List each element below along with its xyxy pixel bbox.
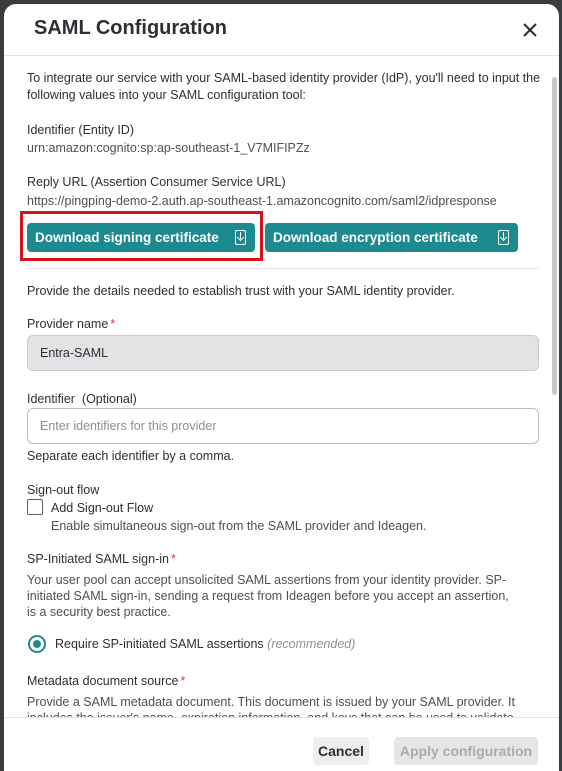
entity-id-value: urn:amazon:cognito:sp:ap-southeast-1_V7MIFIPZz (27, 141, 310, 155)
add-signout-flow-checkbox[interactable] (27, 499, 43, 515)
provider-name-label (27, 316, 115, 333)
close-icon (519, 19, 541, 41)
entity-id-label: Identifier (Entity ID) (27, 123, 134, 137)
reply-url-value: https://pingping-demo-2.auth.ap-southeast-1.amazoncognito.com/saml2/idpresponse (27, 194, 497, 208)
trust-text: Provide the details needed to establish trust with your SAML identity provider. (27, 284, 455, 298)
identifier-label-text: Identifier (27, 392, 75, 406)
sp-initiated-desc-line1: Your user pool can accept unsolicited SAML assertions from your identity provider. SP- (27, 573, 507, 587)
provider-name-label-text: Provider name (27, 317, 109, 331)
cancel-button[interactable]: Cancel (313, 737, 369, 765)
saml-configuration-dialog (4, 4, 559, 771)
download-signing-label: Download signing certificate (35, 230, 219, 245)
close-button[interactable] (519, 19, 541, 41)
sp-initiated-desc-line3: is a security best practice. (27, 605, 171, 619)
scrollbar-thumb[interactable] (552, 77, 557, 395)
dialog-footer (4, 717, 559, 771)
require-sp-initiated-label[interactable] (55, 636, 355, 653)
identifiers-input[interactable] (27, 408, 539, 444)
signout-flow-label: Sign-out flow (27, 483, 100, 497)
optional-tag: (Optional) (81, 392, 137, 406)
required-mark: * (170, 552, 176, 566)
required-mark: * (110, 317, 116, 331)
recommended-tag: (recommended) (267, 637, 356, 651)
metadata-desc-line1: Provide a SAML metadata document. This document is issued by your SAML provider. It (27, 695, 515, 709)
dialog-header (4, 4, 559, 56)
radio-label-text: Require SP-initiated SAML assertions (55, 637, 264, 651)
dialog-body[interactable] (4, 57, 559, 717)
sp-initiated-label (27, 551, 176, 568)
download-icon (498, 230, 509, 245)
signout-description: Enable simultaneous sign-out from the SAML provider and Ideagen. (51, 519, 427, 533)
download-encryption-label: Download encryption certificate (273, 230, 478, 245)
apply-configuration-button[interactable]: Apply configuration (394, 737, 538, 765)
divider (27, 268, 539, 269)
required-mark: * (180, 674, 186, 688)
highlight-box (20, 211, 263, 261)
require-sp-initiated-radio[interactable] (28, 635, 46, 653)
reply-url-label: Reply URL (Assertion Consumer Service URL) (27, 175, 286, 189)
sp-initiated-label-text: SP-Initiated SAML sign-in (27, 552, 169, 566)
dialog-title: SAML Configuration (34, 17, 227, 39)
metadata-source-label-text: Metadata document source (27, 674, 179, 688)
identifier-label (27, 391, 137, 408)
download-encryption-certificate-button[interactable] (265, 223, 518, 252)
identifiers-hint: Separate each identifier by a comma. (27, 449, 235, 463)
provider-name-input[interactable] (27, 335, 539, 371)
metadata-source-label (27, 673, 185, 690)
add-signout-flow-label[interactable]: Add Sign-out Flow (51, 501, 154, 515)
sp-initiated-desc-line2: initiated SAML sign-in, sending a request from Ideagen before you accept an assertion, (27, 589, 509, 603)
intro-text: To integrate our service with your SAML-based identity provider (IdP), you'll need to input the following values into your SAML configuration tool: (27, 71, 541, 102)
